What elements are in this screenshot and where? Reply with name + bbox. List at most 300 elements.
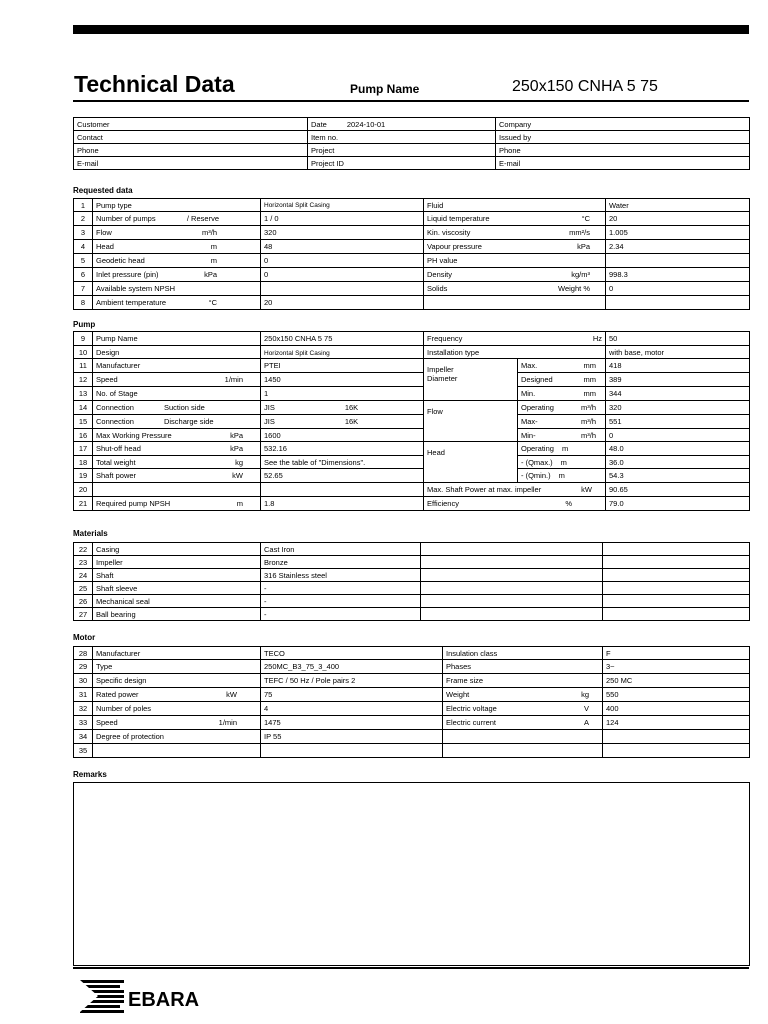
param-label-text: Insulation class [446, 648, 498, 658]
param-label-text: Available system NPSH [96, 284, 176, 293]
material-label: Ball bearing [93, 608, 261, 621]
table-row [74, 442, 750, 456]
param-label-text: No. of Stage [96, 389, 138, 398]
param-unit: mm [583, 361, 597, 370]
info-cell [308, 131, 496, 144]
info-label [496, 118, 750, 131]
row-number: 26 [74, 595, 93, 608]
param-label-text: Efficiency [427, 499, 459, 508]
param-unit: kPa [204, 270, 217, 279]
param-label [93, 469, 261, 483]
material-value: 316 Stainless steel [261, 569, 421, 582]
param-label-text: Design [96, 347, 120, 357]
param-value: 250 MC [603, 674, 750, 688]
table-row [74, 688, 750, 702]
bottom-rule [73, 967, 749, 969]
row-number: 28 [74, 647, 93, 660]
param-value: 0 [261, 268, 424, 282]
empty-cell [603, 608, 750, 621]
param-value-text: 1 [264, 389, 269, 398]
param-label-text: Manufacturer [96, 361, 141, 370]
param-label [93, 647, 261, 660]
param-value-text: Horizontal Split Casing [264, 349, 330, 357]
empty-cell [603, 543, 750, 556]
param-value: Horizontal Split Casing [261, 199, 424, 212]
param-label [424, 212, 606, 226]
table-row [74, 469, 750, 483]
info-label [74, 157, 308, 170]
info-label [496, 157, 750, 170]
param-label-text: Flow [96, 228, 112, 237]
table-row [74, 595, 750, 608]
motor-table [73, 646, 750, 758]
info-label-text: Project ID [311, 158, 344, 168]
table-row [74, 415, 750, 429]
param-label [93, 387, 261, 401]
material-value: Bronze [261, 556, 421, 569]
sub-label: Max- [521, 417, 538, 426]
param-label-text: Speed [96, 718, 118, 727]
param-value-text: 1450 [264, 375, 281, 384]
table-row [74, 647, 750, 660]
sub-label: Min. [521, 389, 536, 398]
param-value [261, 456, 424, 469]
table-row [74, 240, 750, 254]
table-row [74, 730, 750, 744]
table-row [74, 716, 750, 730]
requested-title: Requested data [73, 186, 133, 195]
param-label-text: Inlet pressure (pin) [96, 270, 159, 279]
info-value: 2024-10-01 [346, 119, 386, 129]
param-label-text: Weight [446, 690, 470, 699]
param-label [93, 226, 261, 240]
table-row [74, 157, 750, 170]
param-label [424, 268, 606, 282]
info-label [74, 118, 308, 131]
param-value-text: 1600 [264, 430, 281, 440]
empty-cell [603, 582, 750, 595]
info-label-text: Issued by [499, 132, 532, 142]
param-value [261, 483, 424, 497]
row-number: 19 [74, 469, 93, 483]
param-value: 3~ [603, 660, 750, 674]
table-row [74, 268, 750, 282]
param-label [93, 442, 261, 456]
param-value-text: 532.16 [264, 444, 287, 453]
material-label: Mechanical seal [93, 595, 261, 608]
param-label [424, 226, 606, 240]
param-value: 75 [261, 688, 443, 702]
param-unit: mm [583, 375, 597, 384]
row-number: 12 [74, 373, 93, 387]
impeller-value: 389 [606, 373, 750, 387]
material-label: Shaft [93, 569, 261, 582]
param-value: 250MC_B3_75_3_400 [261, 660, 443, 674]
row-number: 11 [74, 359, 93, 373]
table-row [74, 744, 750, 758]
param-value [606, 254, 750, 268]
param-unit: Hz [592, 334, 603, 343]
param-label-text: Speed [96, 375, 118, 384]
param-value: 2.34 [606, 240, 750, 254]
installation-label: Installation type [424, 346, 606, 359]
materials-table [73, 542, 750, 621]
param-value: F [603, 647, 750, 660]
row-number: 20 [74, 483, 93, 497]
table-row [74, 569, 750, 582]
param-unit: 1/min [224, 375, 243, 384]
param-value: 0 [606, 282, 750, 296]
row-number: 10 [74, 346, 93, 359]
row-number: 2 [74, 212, 93, 226]
table-row [74, 387, 750, 401]
param-value [261, 387, 424, 401]
table-row [74, 456, 750, 469]
param-label [93, 199, 261, 212]
row-number: 35 [74, 744, 93, 758]
param-value [603, 744, 750, 758]
param-label-text: Max. Shaft Power at max. impeller [427, 485, 542, 494]
top-bar [73, 25, 749, 34]
param-label-text: Type [96, 662, 113, 671]
sub-label: Min- [521, 430, 536, 440]
param-label-text: Density [427, 270, 453, 279]
impeller-value: 418 [606, 359, 750, 373]
info-label [496, 131, 750, 144]
info-label [74, 131, 308, 144]
param-unit: / Reserve [186, 214, 219, 223]
param-label-text: Total weight [96, 457, 136, 467]
sub-label: Operating [521, 403, 554, 412]
param-value [606, 296, 750, 310]
param-unit: kg [235, 457, 243, 467]
param-value [261, 744, 443, 758]
param-label-text: Geodetic head [96, 256, 145, 265]
table-row [74, 359, 750, 373]
empty-cell [421, 608, 603, 621]
empty-cell [421, 595, 603, 608]
param-label [93, 332, 261, 346]
param-label-text: Specific design [96, 676, 147, 685]
param-label-text: Fluid [427, 200, 444, 210]
row-number: 1 [74, 199, 93, 212]
empty-cell [421, 582, 603, 595]
impeller-sub [518, 373, 606, 387]
row-number: 34 [74, 730, 93, 744]
param-label [93, 660, 261, 674]
param-unit: °C [581, 214, 590, 223]
param-value-text: See the table of "Dimensions". [264, 457, 366, 467]
param-label [443, 730, 603, 744]
param-unit: m [210, 256, 217, 265]
param-label-text: Connection [96, 417, 134, 426]
table-row [74, 199, 750, 212]
param-label-text: Connection [96, 403, 134, 412]
param-label [93, 730, 261, 744]
param-label-text: Rated power [96, 690, 139, 699]
table-row [74, 118, 750, 131]
head-sub [518, 456, 606, 469]
impeller-value: 344 [606, 387, 750, 401]
param-unit: m³/h [581, 403, 597, 412]
param-label [443, 744, 603, 758]
connection-side: Discharge side [163, 417, 214, 426]
param-label [93, 346, 261, 359]
row-number: 16 [74, 429, 93, 442]
page-title: Technical Data [74, 71, 235, 97]
param-value: 320 [261, 226, 424, 240]
frequency-value: 50 [606, 332, 750, 346]
param-unit: m³/h [581, 417, 597, 426]
empty-cell [603, 569, 750, 582]
param-label [424, 199, 606, 212]
head-value: 54.3 [606, 469, 750, 483]
info-label-text: Phone [77, 145, 99, 155]
param-value: TECO [261, 647, 443, 660]
param-value-text: 1.8 [264, 499, 275, 508]
flow-sub [518, 401, 606, 415]
material-label: Shaft sleeve [93, 582, 261, 595]
param-value: 998.3 [606, 268, 750, 282]
table-row [74, 608, 750, 621]
sub-label: - (Qmin.) [521, 471, 551, 480]
param-value [261, 373, 424, 387]
param-value [603, 730, 750, 744]
row-number: 15 [74, 415, 93, 429]
flow-label-text: Flow [427, 407, 443, 416]
row-number: 17 [74, 442, 93, 456]
row-number: 31 [74, 688, 93, 702]
param-unit: kW [226, 690, 237, 699]
param-unit: kPa [230, 444, 243, 453]
param-label [93, 401, 261, 415]
row-number: 18 [74, 456, 93, 469]
flow-label [424, 401, 518, 442]
flange-rating: 16K [344, 417, 359, 426]
max-shaft-label [424, 483, 606, 497]
param-unit: m³/h [581, 430, 597, 440]
param-label-text: Electric voltage [446, 704, 497, 713]
header-rule [73, 100, 749, 102]
head-label [424, 442, 518, 483]
impeller-sub [518, 359, 606, 373]
info-label [74, 144, 308, 157]
param-label [93, 373, 261, 387]
max-shaft-value: 90.65 [606, 483, 750, 497]
param-unit: m [560, 457, 567, 467]
impeller-sub [518, 387, 606, 401]
table-row [74, 282, 750, 296]
param-value: TEFC / 50 Hz / Pole pairs 2 [261, 674, 443, 688]
flow-value: 0 [606, 429, 750, 442]
pump-name-value: 250x150 CNHA 5 75 [512, 78, 658, 95]
row-number: 23 [74, 556, 93, 569]
param-value-text: JIS [264, 417, 275, 426]
row-number: 33 [74, 716, 93, 730]
param-label-text: Number of poles [96, 704, 152, 713]
material-value: - [261, 582, 421, 595]
param-label [443, 674, 603, 688]
param-label-text: Degree of protection [96, 732, 164, 741]
empty-cell [421, 569, 603, 582]
param-label [93, 744, 261, 758]
param-label [93, 296, 261, 310]
param-unit: kg/m³ [571, 270, 590, 279]
ebara-logo [78, 978, 218, 1014]
table-row [74, 497, 750, 511]
param-label [443, 660, 603, 674]
param-value: 1475 [261, 716, 443, 730]
param-label-text: Required pump NPSH [96, 499, 171, 508]
param-value [261, 497, 424, 511]
logo-text: EBARA [128, 989, 200, 1011]
param-unit: °C [208, 298, 217, 307]
param-value-text: 52.65 [264, 471, 283, 480]
param-unit: Weight % [558, 284, 590, 293]
param-label [93, 702, 261, 716]
param-value-text: 250x150 CNHA 5 75 [264, 334, 333, 343]
row-number: 3 [74, 226, 93, 240]
info-label-text: E-mail [499, 158, 521, 168]
param-unit: m³/h [202, 228, 217, 237]
param-label [443, 702, 603, 716]
param-unit: m [210, 242, 217, 251]
table-row [74, 429, 750, 442]
flow-value: 320 [606, 401, 750, 415]
flange-rating: 16K [344, 403, 359, 412]
table-row [74, 483, 750, 497]
material-value: - [261, 595, 421, 608]
impeller-label [424, 359, 518, 401]
param-unit: kPa [577, 242, 590, 251]
row-number: 13 [74, 387, 93, 401]
param-value: 1.005 [606, 226, 750, 240]
flow-sub [518, 415, 606, 429]
table-row [74, 543, 750, 556]
info-table [73, 117, 750, 170]
param-value: 20 [606, 212, 750, 226]
param-unit: m [561, 444, 569, 453]
info-label-text: Item no. [311, 132, 339, 142]
param-unit: kg [581, 690, 589, 699]
param-unit: 1/min [218, 718, 237, 727]
head-sub [518, 469, 606, 483]
flow-value: 551 [606, 415, 750, 429]
sub-label: Max. [521, 361, 538, 370]
head-value: 48.0 [606, 442, 750, 456]
table-row [74, 702, 750, 716]
param-label-text: Shaft power [96, 471, 137, 480]
table-row [74, 582, 750, 595]
row-number: 22 [74, 543, 93, 556]
table-row [74, 556, 750, 569]
param-unit: mm²/s [569, 228, 590, 237]
param-label-text: Vapour pressure [427, 242, 482, 251]
param-label-text: Pump Name [96, 334, 138, 343]
row-number: 4 [74, 240, 93, 254]
param-label-text: Manufacturer [96, 648, 141, 658]
requested-table [73, 198, 750, 310]
info-label [496, 144, 750, 157]
param-label-text: Head [96, 242, 114, 251]
param-label [93, 415, 261, 429]
param-unit: kW [232, 471, 243, 480]
param-value [261, 282, 424, 296]
pump-name-label: Pump Name [350, 82, 420, 96]
param-value [261, 469, 424, 483]
param-value-text: PTEI [264, 361, 281, 370]
info-cell [308, 157, 496, 170]
remarks-title: Remarks [73, 770, 107, 779]
info-label-text: Project [311, 145, 335, 155]
frequency-label [424, 332, 606, 346]
sub-label: - (Qmax.) [521, 457, 553, 467]
param-label-text: Max Working Pressure [96, 430, 172, 440]
param-label [424, 254, 606, 268]
param-unit: V [583, 704, 589, 713]
param-label-text: Phases [446, 662, 472, 671]
param-value-text: JIS [264, 403, 275, 412]
table-row [74, 296, 750, 310]
empty-cell [603, 595, 750, 608]
param-value [261, 346, 424, 359]
param-label [93, 212, 261, 226]
param-value [261, 401, 424, 415]
param-label-text: Liquid temperature [427, 214, 490, 223]
table-row [74, 131, 750, 144]
table-row [74, 346, 750, 359]
param-label-text: Solids [427, 284, 448, 293]
remarks-box[interactable] [73, 782, 750, 966]
row-number: 29 [74, 660, 93, 674]
info-cell [308, 118, 496, 131]
param-label-text: Frequency [427, 334, 463, 343]
pump-table [73, 331, 750, 511]
param-value [261, 442, 424, 456]
param-value [261, 332, 424, 346]
param-value: 1 / 0 [261, 212, 424, 226]
material-label: Impeller [93, 556, 261, 569]
row-number: 24 [74, 569, 93, 582]
material-value: Cast Iron [261, 543, 421, 556]
empty-cell [421, 556, 603, 569]
material-label: Casing [93, 543, 261, 556]
param-value: 4 [261, 702, 443, 716]
row-number: 8 [74, 296, 93, 310]
table-row [74, 144, 750, 157]
table-row [74, 332, 750, 346]
connection-side: Suction side [163, 403, 205, 412]
info-label-text: Date [311, 119, 327, 129]
head-label-text: Head [427, 448, 445, 457]
param-unit: m [558, 471, 565, 480]
param-value: 400 [603, 702, 750, 716]
param-label [93, 456, 261, 469]
row-number: 32 [74, 702, 93, 716]
info-label-text: Contact [77, 132, 103, 142]
param-label [93, 497, 261, 511]
param-label-text: Electric current [446, 718, 497, 727]
param-label-text: PH value [427, 256, 458, 265]
row-number: 14 [74, 401, 93, 415]
param-value: IP 55 [261, 730, 443, 744]
material-value: - [261, 608, 421, 621]
table-row [74, 660, 750, 674]
row-number: 9 [74, 332, 93, 346]
efficiency-value: 79.0 [606, 497, 750, 511]
param-label [424, 296, 606, 310]
impeller-label-text: Impeller [427, 364, 454, 374]
